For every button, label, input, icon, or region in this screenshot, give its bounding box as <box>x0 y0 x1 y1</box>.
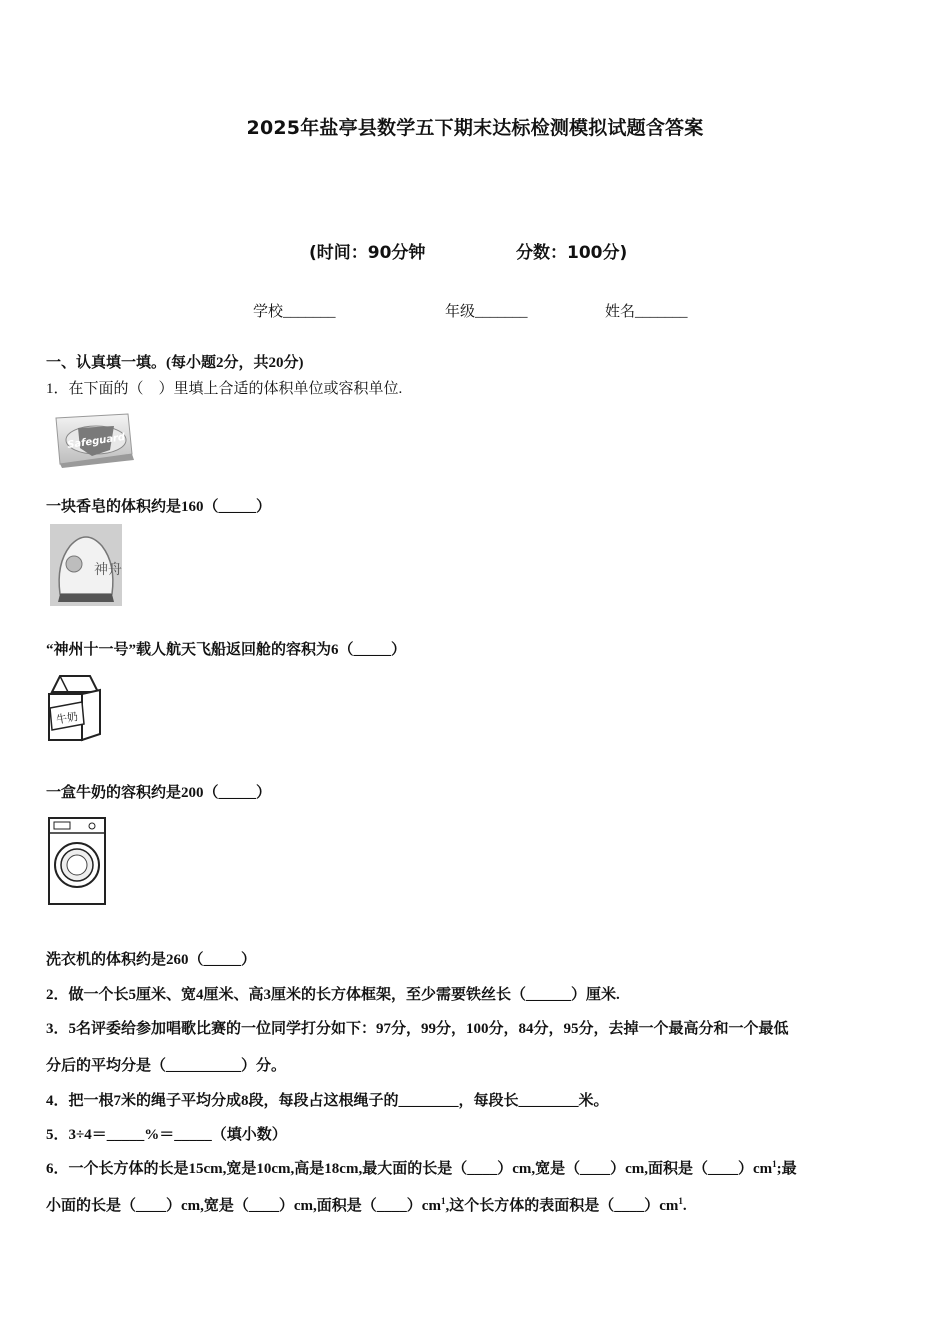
milk-question: 一盒牛奶的容积约是200（_____） <box>46 785 272 801</box>
q6-sup-3: 1 <box>678 1196 683 1206</box>
soap-image <box>52 410 136 470</box>
soap-brand-text: Safeguard <box>66 431 126 451</box>
grade-field: 年级_______ <box>445 304 528 320</box>
section-heading: 一、认真填一填。(每小题2分，共20分) <box>46 355 304 371</box>
question-6-line-1 <box>46 1157 797 1178</box>
question-2: 2．做一个长5厘米、宽4厘米、高3厘米的长方体框架，至少需要铁丝长（______）厘米. <box>46 987 620 1003</box>
washer-image <box>46 815 110 907</box>
q6-line1-end: ;最 <box>776 1161 797 1177</box>
question-3-line-1: 3．5名评委给参加唱歌比赛的一位同学打分如下：97分，99分，100分，84分，95分，去掉一个最高分和一个最低 <box>46 1021 789 1037</box>
milk-image <box>46 672 104 744</box>
q6-line2-mid: ,这个长方体的表面积是（____）cm <box>445 1198 679 1214</box>
soap-question: 一块香皂的体积约是160（_____） <box>46 499 272 515</box>
capsule-image <box>50 524 122 606</box>
question-5: 5．3÷4＝_____%＝_____（填小数） <box>46 1127 287 1143</box>
question-1-stem: 1．在下面的（ ）里填上合适的体积单位或容积单位. <box>46 381 403 397</box>
milk-label-text: 牛奶 <box>55 710 80 727</box>
q6-line2-end: . <box>682 1198 687 1214</box>
question-6-line-2 <box>46 1194 687 1215</box>
washing-machine-icon <box>46 815 110 907</box>
spacecraft-capsule-icon <box>50 524 122 606</box>
washer-question: 洗衣机的体积约是260（_____） <box>46 952 257 968</box>
school-field: 学校_______ <box>253 304 336 320</box>
q6-sup-1: 1 <box>772 1159 777 1169</box>
q6-sup-2: 1 <box>440 1196 446 1206</box>
q6-line1-text: 6．一个长方体的长是15cm,宽是10cm,高是18cm,最大面的长是（____）cm,宽是（____）cm,面积是（____）cm <box>46 1161 773 1177</box>
exam-time: (时间：90分钟 <box>309 243 426 263</box>
milk-carton-icon <box>46 672 104 744</box>
question-3-line-2: 分后的平均分是（__________）分。 <box>46 1058 287 1074</box>
document-title: 2025年盐亭县数学五下期末达标检测模拟试题含答案 <box>246 117 704 139</box>
capsule-text: 神舟 <box>94 562 122 578</box>
name-field: 姓名_______ <box>605 304 688 320</box>
soap-icon <box>52 410 136 470</box>
capsule-question: “神州十一号”载人航天飞船返回舱的容积为6（_____） <box>46 642 407 658</box>
q6-line2-text: 小面的长是（____）cm,宽是（____）cm,面积是（____）cm <box>46 1198 441 1214</box>
exam-score: 分数：100分) <box>516 243 628 263</box>
question-4: 4．把一根7米的绳子平均分成8段，每段占这根绳子的________，每段长________米。 <box>46 1093 609 1109</box>
